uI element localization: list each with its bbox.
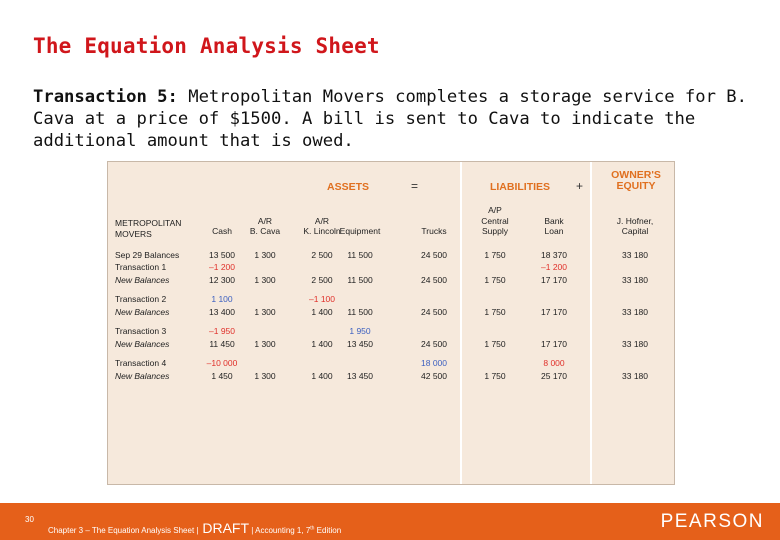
table-cell: 11 500 bbox=[347, 250, 373, 260]
table-cell: 1 400 bbox=[311, 307, 333, 317]
table-cell: 13 400 bbox=[209, 307, 235, 317]
column-header-line: K. Lincoln bbox=[303, 226, 341, 236]
column-header-ap-central-supply bbox=[469, 205, 521, 237]
table-cell: 33 180 bbox=[622, 339, 648, 349]
table-cell: –1 100 bbox=[309, 294, 335, 304]
table-cell: 1 750 bbox=[484, 371, 506, 381]
column-header-line bbox=[609, 205, 661, 216]
table-cell: 8 000 bbox=[543, 358, 565, 368]
row-label: Sep 29 Balances bbox=[115, 250, 180, 260]
column-divider-liabilities-equity bbox=[590, 162, 592, 484]
row-label: New Balances bbox=[115, 371, 170, 381]
equation-analysis-sheet bbox=[107, 161, 675, 485]
table-cell: 33 180 bbox=[622, 307, 648, 317]
table-cell: 42 500 bbox=[421, 371, 447, 381]
table-cell: 17 170 bbox=[541, 307, 567, 317]
edition-superscript: th bbox=[310, 525, 315, 532]
table-cell: 1 100 bbox=[211, 294, 233, 304]
table-cell: 11 450 bbox=[209, 339, 235, 349]
table-cell: 1 400 bbox=[311, 339, 333, 349]
column-header-ar-b-cava bbox=[239, 205, 291, 237]
table-cell: 11 500 bbox=[347, 275, 373, 285]
column-header-line bbox=[239, 205, 291, 216]
table-cell: 1 300 bbox=[254, 250, 276, 260]
column-header-equipment bbox=[334, 205, 386, 237]
table-cell: 1 400 bbox=[311, 371, 333, 381]
column-header-line: J. Hofner, bbox=[616, 215, 654, 226]
assets-header: ASSETS bbox=[326, 181, 369, 193]
page-number: 30 bbox=[25, 515, 34, 524]
row-label: Transaction 4 bbox=[115, 358, 167, 368]
company-name-line-1: METROPOLITAN bbox=[115, 218, 182, 228]
table-cell: 1 750 bbox=[484, 339, 506, 349]
table-cell: 33 180 bbox=[622, 250, 648, 260]
description-line-3: additional amount that is owed. bbox=[33, 131, 354, 151]
owners-equity-header bbox=[602, 170, 670, 192]
table-cell: –1 200 bbox=[541, 262, 567, 272]
table-cell: 2 500 bbox=[311, 275, 333, 285]
column-header-line bbox=[334, 216, 386, 227]
table-cell: 25 170 bbox=[541, 371, 567, 381]
column-header-line: Central bbox=[481, 215, 509, 226]
transaction-description bbox=[33, 86, 773, 152]
column-header-trucks bbox=[408, 205, 460, 237]
slide-title: The Equation Analysis Sheet bbox=[33, 34, 380, 58]
column-header-line: B. Cava bbox=[249, 226, 281, 236]
company-name bbox=[115, 218, 181, 239]
pearson-logo: PEARSON bbox=[660, 511, 764, 532]
draft-text: DRAFT bbox=[198, 520, 250, 536]
table-cell: 1 750 bbox=[484, 307, 506, 317]
table-cell: 18 000 bbox=[421, 358, 447, 368]
owners-equity-line-1: OWNER'S bbox=[611, 169, 661, 181]
table-cell: 11 500 bbox=[347, 307, 373, 317]
column-header-line: Supply bbox=[482, 226, 508, 236]
chapter-text: Chapter 3 – The Equation Analysis Sheet | bbox=[48, 526, 199, 535]
table-cell: 1 950 bbox=[349, 326, 371, 336]
table-cell: 12 300 bbox=[209, 275, 235, 285]
table-cell: 1 300 bbox=[254, 339, 276, 349]
table-cell: 24 500 bbox=[421, 250, 447, 260]
edition-text: Edition bbox=[314, 526, 342, 535]
table-cell: 18 370 bbox=[541, 250, 567, 260]
description-line-2: Cava at a price of $1500. A bill is sent to Cava to indicate the bbox=[33, 109, 696, 129]
liabilities-header: LIABILITIES bbox=[489, 181, 551, 193]
table-cell: 13 500 bbox=[209, 250, 235, 260]
description-line-1: Metropolitan Movers completes a storage service for B. bbox=[177, 87, 748, 107]
column-header-line: A/R bbox=[257, 215, 273, 226]
table-cell: 1 300 bbox=[254, 307, 276, 317]
row-label: Transaction 2 bbox=[115, 294, 167, 304]
equals-sign: = bbox=[411, 179, 419, 193]
table-cell: 24 500 bbox=[421, 307, 447, 317]
plus-sign: + bbox=[576, 179, 584, 193]
footer-bar bbox=[0, 503, 780, 540]
column-header-line: Capital bbox=[621, 226, 649, 236]
table-cell: 24 500 bbox=[421, 275, 447, 285]
table-cell: 1 300 bbox=[254, 275, 276, 285]
column-header-line: Equipment bbox=[339, 226, 381, 236]
row-label: Transaction 1 bbox=[115, 262, 167, 272]
owners-equity-line-2: EQUITY bbox=[616, 180, 656, 192]
table-cell: –1 950 bbox=[209, 326, 235, 336]
column-header-hofner-capital bbox=[609, 205, 661, 237]
table-cell: 1 450 bbox=[211, 371, 233, 381]
table-cell: 24 500 bbox=[421, 339, 447, 349]
table-cell: 13 450 bbox=[347, 371, 373, 381]
column-header-line bbox=[408, 205, 460, 216]
row-label: Transaction 3 bbox=[115, 326, 167, 336]
row-label: New Balances bbox=[115, 339, 170, 349]
column-header-line: Loan bbox=[544, 226, 564, 236]
row-label: New Balances bbox=[115, 275, 170, 285]
column-divider-assets-liabilities bbox=[460, 162, 462, 484]
table-cell: 33 180 bbox=[622, 275, 648, 285]
column-header-line: Bank bbox=[544, 215, 564, 226]
table-cell: 1 300 bbox=[254, 371, 276, 381]
table-cell: 2 500 bbox=[311, 250, 333, 260]
column-header-bank-loan bbox=[528, 205, 580, 237]
column-header-line: Trucks bbox=[421, 226, 447, 236]
transaction-label: Transaction 5: bbox=[33, 87, 178, 107]
footer-caption bbox=[48, 520, 341, 536]
table-cell: 1 750 bbox=[484, 275, 506, 285]
accounting-text: | Accounting 1, 7 bbox=[249, 526, 311, 535]
company-name-line-2: MOVERS bbox=[115, 228, 152, 239]
column-header-line: Cash bbox=[212, 226, 232, 236]
row-label: New Balances bbox=[115, 307, 170, 317]
table-cell: –10 000 bbox=[206, 358, 238, 368]
table-cell: 17 170 bbox=[541, 275, 567, 285]
column-header-line bbox=[334, 205, 386, 216]
table-cell: –1 200 bbox=[209, 262, 235, 272]
column-header-line bbox=[528, 205, 580, 216]
column-header-line: A/P bbox=[488, 205, 502, 215]
table-cell: 13 450 bbox=[347, 339, 373, 349]
table-cell: 1 750 bbox=[484, 250, 506, 260]
table-cell: 33 180 bbox=[622, 371, 648, 381]
table-cell: 17 170 bbox=[541, 339, 567, 349]
column-header-line bbox=[408, 216, 460, 227]
column-header-line: A/R bbox=[314, 215, 330, 226]
